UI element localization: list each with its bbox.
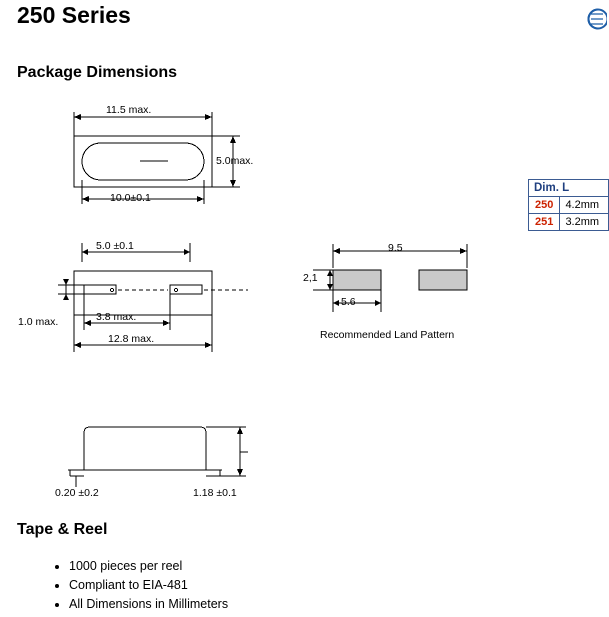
dim-land-gap: 5.6 xyxy=(341,296,356,308)
dim-land-pad-height: 2,1 xyxy=(303,272,318,284)
dim-body-length: 10.0±0.1 xyxy=(110,192,151,204)
table-cell-code: 251 xyxy=(529,214,560,231)
table-row xyxy=(529,197,609,214)
page-title: 250 Series xyxy=(17,2,131,28)
company-logo-icon xyxy=(585,8,607,30)
section-tape-and-reel: Tape & Reel xyxy=(17,521,108,538)
list-item: • Compliant to EIA-481 xyxy=(69,576,228,595)
tape-reel-list xyxy=(47,557,228,614)
list-item: • 1000 pieces per reel xyxy=(69,557,228,576)
table-cell-value: 3.2mm xyxy=(560,214,609,231)
table-header-row xyxy=(529,180,609,197)
dim-top-height: 5.0max. xyxy=(216,155,254,167)
dimension-table xyxy=(528,179,609,231)
dim-standoff: 0.20 ±0.2 xyxy=(55,487,99,499)
dim-side-height: 1.18 ±0.1 xyxy=(193,487,237,499)
table-cell-value: 4.2mm xyxy=(560,197,609,214)
dim-pad-height: 1.0 max. xyxy=(18,316,59,328)
land-pattern-caption: Recommended Land Pattern xyxy=(320,329,455,341)
table-row xyxy=(529,214,609,231)
dim-pad-span: 3.8 max. xyxy=(96,311,137,323)
dim-pad-pitch: 5.0 ±0.1 xyxy=(96,240,134,252)
dim-land-width: 9.5 xyxy=(388,242,403,254)
dim-top-width: 11.5 max. xyxy=(106,104,152,116)
list-item: • All Dimensions in Millimeters xyxy=(69,595,228,614)
table-cell-code: 250 xyxy=(529,197,560,214)
dim-total-length: 12.8 max. xyxy=(108,333,155,345)
table-header-dim-l: Dim. L xyxy=(529,180,609,197)
section-package-dimensions: Package Dimensions xyxy=(17,64,178,81)
